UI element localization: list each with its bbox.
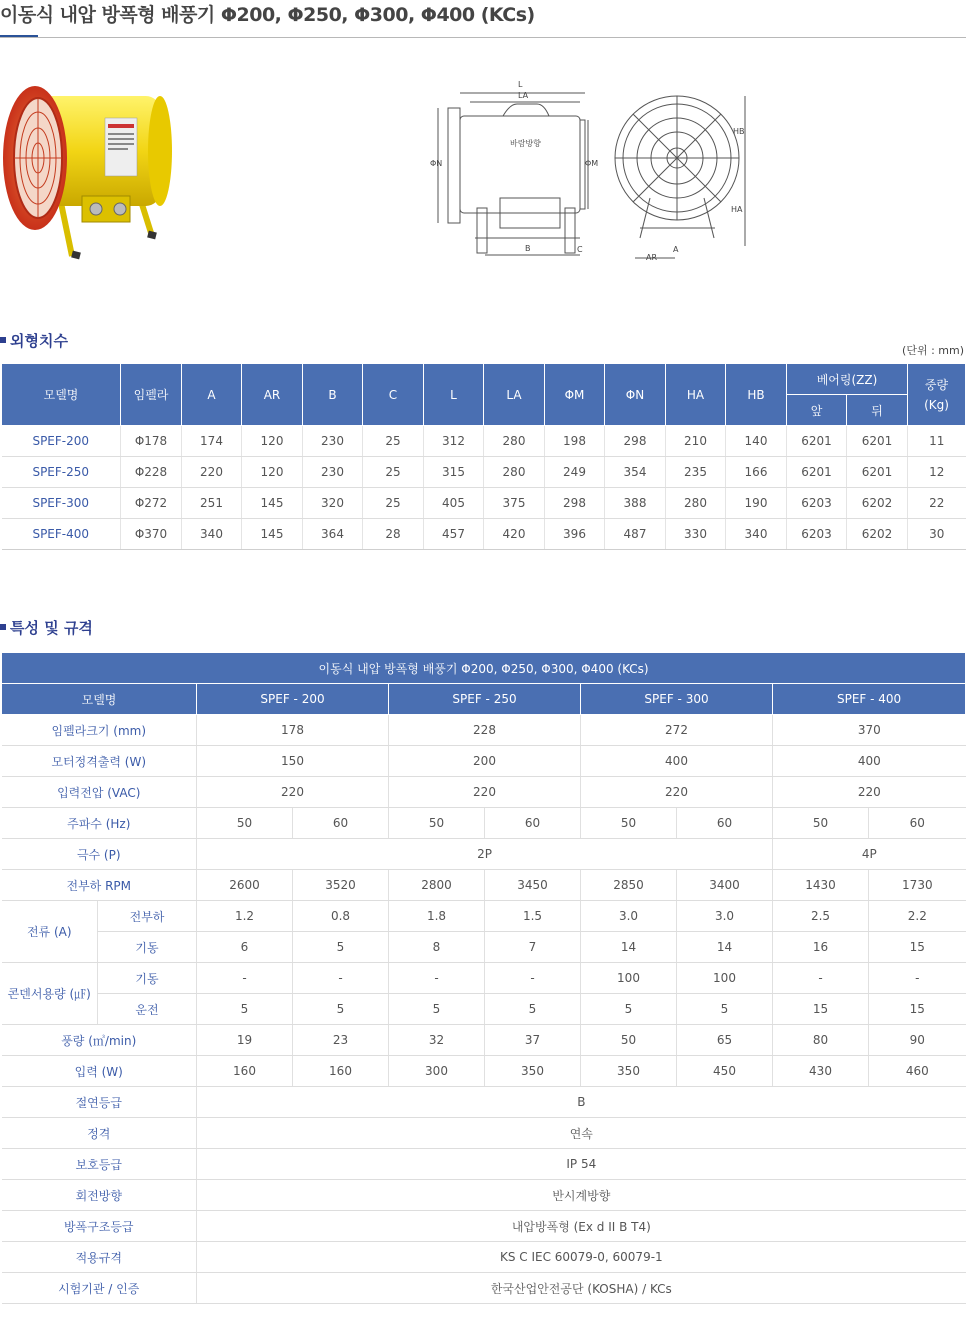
cell-m: 249 bbox=[545, 457, 605, 488]
specs-header-model-1: SPEF - 200 bbox=[197, 684, 389, 715]
spec-value: 300 bbox=[389, 1056, 485, 1087]
spec-value: 370 bbox=[773, 715, 966, 746]
spec-label-voltage: 입력전압 (VAC) bbox=[2, 777, 197, 808]
spec-label-motor: 모터정격출력 (W) bbox=[2, 746, 197, 777]
spec-value: 14 bbox=[677, 932, 773, 963]
cell-weight: 22 bbox=[908, 488, 966, 519]
spec-value: 5 bbox=[677, 994, 773, 1025]
dimension-drawing bbox=[425, 78, 755, 268]
cell-ha: 330 bbox=[666, 519, 726, 550]
spec-value: 160 bbox=[293, 1056, 389, 1087]
drawing-label-n: ΦN bbox=[430, 159, 443, 168]
spec-label-certification: 시험기관 / 인증 bbox=[2, 1273, 197, 1304]
drawing-label-ar: AR bbox=[646, 253, 658, 262]
spec-value: 2800 bbox=[389, 870, 485, 901]
spec-value: 0.8 bbox=[293, 901, 389, 932]
spec-sublabel-start: 기동 bbox=[98, 963, 197, 994]
cell-ar: 145 bbox=[242, 488, 303, 519]
cell-ar: 145 bbox=[242, 519, 303, 550]
page-title: 이동식 내압 방폭형 배풍기 Φ200, Φ250, Φ300, Φ400 (KCs) bbox=[0, 4, 535, 26]
spec-sublabel-run: 운전 bbox=[98, 994, 197, 1025]
spec-value: 220 bbox=[389, 777, 581, 808]
cell-la: 280 bbox=[484, 457, 545, 488]
cell-impeller: Φ272 bbox=[121, 488, 182, 519]
spec-row-input bbox=[2, 1056, 966, 1087]
spec-value: 350 bbox=[485, 1056, 581, 1087]
spec-value: 460 bbox=[869, 1056, 966, 1087]
spec-row-rating bbox=[2, 1118, 966, 1149]
product-photo bbox=[0, 78, 175, 263]
cell-la: 280 bbox=[484, 426, 545, 457]
spec-value: 1.5 bbox=[485, 901, 581, 932]
cell-impeller: Φ178 bbox=[121, 426, 182, 457]
header-bearing-front: 앞 bbox=[787, 395, 847, 426]
spec-value: 178 bbox=[197, 715, 389, 746]
header-weight: 중량 (Kg) bbox=[908, 364, 966, 426]
unit-note: (단위 : mm) bbox=[902, 344, 964, 357]
cell-m: 298 bbox=[545, 488, 605, 519]
spec-value: 60 bbox=[293, 808, 389, 839]
cell-impeller: Φ228 bbox=[121, 457, 182, 488]
spec-value: 6 bbox=[197, 932, 293, 963]
drawing-label-la: LA bbox=[518, 91, 529, 100]
spec-label-airflow: 풍량 (㎥/min) bbox=[2, 1025, 197, 1056]
table-row bbox=[2, 457, 966, 488]
header-model: 모델명 bbox=[2, 364, 121, 426]
spec-value: 65 bbox=[677, 1025, 773, 1056]
spec-value: 37 bbox=[485, 1025, 581, 1056]
cell-la: 420 bbox=[484, 519, 545, 550]
spec-value: 160 bbox=[197, 1056, 293, 1087]
spec-row-frequency bbox=[2, 808, 966, 839]
spec-value: 60 bbox=[869, 808, 966, 839]
spec-value: 100 bbox=[581, 963, 677, 994]
spec-value: 200 bbox=[389, 746, 581, 777]
cell-ha: 280 bbox=[666, 488, 726, 519]
spec-value: 400 bbox=[581, 746, 773, 777]
cell-front: 6203 bbox=[787, 488, 847, 519]
cell-hb: 166 bbox=[726, 457, 787, 488]
spec-value: 50 bbox=[773, 808, 869, 839]
spec-value: 220 bbox=[197, 777, 389, 808]
specs-table-title: 이동식 내압 방폭형 배풍기 Φ200, Φ250, Φ300, Φ400 (KCs) bbox=[2, 653, 966, 684]
cell-model: SPEF-200 bbox=[2, 426, 121, 457]
spec-label-frequency: 주파수 (Hz) bbox=[2, 808, 197, 839]
spec-row-rotation bbox=[2, 1180, 966, 1211]
spec-row-standard bbox=[2, 1242, 966, 1273]
cell-ha: 210 bbox=[666, 426, 726, 457]
spec-value: 1.8 bbox=[389, 901, 485, 932]
spec-row-protection bbox=[2, 1149, 966, 1180]
spec-label-impeller: 임펠라크기 (mm) bbox=[2, 715, 197, 746]
header-hb: HB bbox=[726, 364, 787, 426]
spec-value: 50 bbox=[197, 808, 293, 839]
spec-sublabel-full: 전부하 bbox=[98, 901, 197, 932]
cell-hb: 340 bbox=[726, 519, 787, 550]
spec-value: 3450 bbox=[485, 870, 581, 901]
spec-value: 7 bbox=[485, 932, 581, 963]
spec-value: - bbox=[869, 963, 966, 994]
drawing-label-b: B bbox=[525, 244, 531, 253]
specs-header-model-3: SPEF - 300 bbox=[581, 684, 773, 715]
dimensions-heading: 외형치수 bbox=[0, 330, 68, 351]
cell-a: 174 bbox=[182, 426, 242, 457]
spec-label-explosion: 방폭구조등급 bbox=[2, 1211, 197, 1242]
spec-value: - bbox=[389, 963, 485, 994]
spec-value: 23 bbox=[293, 1025, 389, 1056]
spec-value: - bbox=[485, 963, 581, 994]
spec-value: 3.0 bbox=[581, 901, 677, 932]
spec-label-capacitor: 콘덴서용량 (㎌) bbox=[2, 963, 98, 1025]
title-divider bbox=[0, 37, 966, 38]
table-row bbox=[2, 519, 966, 550]
cell-la: 375 bbox=[484, 488, 545, 519]
cell-weight: 11 bbox=[908, 426, 966, 457]
spec-label-insulation: 절연등급 bbox=[2, 1087, 197, 1118]
table-row bbox=[2, 426, 966, 457]
cell-hb: 140 bbox=[726, 426, 787, 457]
cell-b: 230 bbox=[303, 426, 363, 457]
spec-value: 15 bbox=[869, 994, 966, 1025]
spec-value: 2P bbox=[197, 839, 773, 870]
spec-value: 150 bbox=[197, 746, 389, 777]
spec-value: 연속 bbox=[197, 1118, 966, 1149]
spec-sublabel-start: 기동 bbox=[98, 932, 197, 963]
spec-row-motor bbox=[2, 746, 966, 777]
spec-value: 5 bbox=[485, 994, 581, 1025]
spec-value: 2.5 bbox=[773, 901, 869, 932]
spec-value: 2850 bbox=[581, 870, 677, 901]
spec-value: B bbox=[197, 1087, 966, 1118]
cell-c: 28 bbox=[363, 519, 424, 550]
spec-label-poles: 극수 (P) bbox=[2, 839, 197, 870]
spec-value: 3.0 bbox=[677, 901, 773, 932]
spec-label-standard: 적용규격 bbox=[2, 1242, 197, 1273]
cell-n: 354 bbox=[605, 457, 666, 488]
spec-row-impeller bbox=[2, 715, 966, 746]
dimensions-table bbox=[1, 363, 966, 550]
spec-value: 50 bbox=[581, 808, 677, 839]
cell-n: 487 bbox=[605, 519, 666, 550]
spec-row-insulation bbox=[2, 1087, 966, 1118]
spec-value: 80 bbox=[773, 1025, 869, 1056]
cell-weight: 12 bbox=[908, 457, 966, 488]
spec-value: 8 bbox=[389, 932, 485, 963]
spec-value: 350 bbox=[581, 1056, 677, 1087]
drawing-label-l: L bbox=[518, 80, 523, 89]
bullet-square-icon bbox=[0, 624, 6, 630]
spec-value: 50 bbox=[389, 808, 485, 839]
cell-model: SPEF-250 bbox=[2, 457, 121, 488]
spec-label-rotation: 회전방향 bbox=[2, 1180, 197, 1211]
cell-a: 251 bbox=[182, 488, 242, 519]
spec-value: 272 bbox=[581, 715, 773, 746]
drawing-label-c: C bbox=[577, 245, 583, 254]
spec-value: 내압방폭형 (Ex d II B T4) bbox=[197, 1211, 966, 1242]
header-ha: HA bbox=[666, 364, 726, 426]
cell-c: 25 bbox=[363, 426, 424, 457]
header-l: L bbox=[424, 364, 484, 426]
spec-value: 5 bbox=[293, 994, 389, 1025]
spec-row-voltage bbox=[2, 777, 966, 808]
cell-ar: 120 bbox=[242, 457, 303, 488]
spec-value: 100 bbox=[677, 963, 773, 994]
spec-row-capacitor-run bbox=[2, 994, 966, 1025]
header-b: B bbox=[303, 364, 363, 426]
spec-label-rpm: 전부하 RPM bbox=[2, 870, 197, 901]
cell-rear: 6201 bbox=[847, 426, 908, 457]
cell-b: 320 bbox=[303, 488, 363, 519]
spec-value: 220 bbox=[773, 777, 966, 808]
bullet-square-icon bbox=[0, 337, 6, 343]
cell-a: 220 bbox=[182, 457, 242, 488]
cell-front: 6201 bbox=[787, 457, 847, 488]
spec-value: 5 bbox=[581, 994, 677, 1025]
cell-ha: 235 bbox=[666, 457, 726, 488]
spec-value: 1.2 bbox=[197, 901, 293, 932]
drawing-label-m: ΦM bbox=[585, 159, 599, 168]
spec-value: 한국산업안전공단 (KOSHA) / KCs bbox=[197, 1273, 966, 1304]
spec-value: KS C IEC 60079-0, 60079-1 bbox=[197, 1242, 966, 1273]
header-m: ΦM bbox=[545, 364, 605, 426]
spec-value: 60 bbox=[485, 808, 581, 839]
cell-front: 6203 bbox=[787, 519, 847, 550]
cell-l: 457 bbox=[424, 519, 484, 550]
drawing-label-a: A bbox=[673, 245, 679, 254]
header-ar: AR bbox=[242, 364, 303, 426]
cell-weight: 30 bbox=[908, 519, 966, 550]
cell-rear: 6201 bbox=[847, 457, 908, 488]
table-row bbox=[2, 488, 966, 519]
spec-value: 430 bbox=[773, 1056, 869, 1087]
header-la: LA bbox=[484, 364, 545, 426]
spec-value: 32 bbox=[389, 1025, 485, 1056]
spec-label-protection: 보호등급 bbox=[2, 1149, 197, 1180]
cell-l: 405 bbox=[424, 488, 484, 519]
drawing-label-hb: HB bbox=[733, 127, 745, 136]
spec-value: 14 bbox=[581, 932, 677, 963]
cell-c: 25 bbox=[363, 457, 424, 488]
spec-value: 19 bbox=[197, 1025, 293, 1056]
spec-value: - bbox=[293, 963, 389, 994]
specs-table bbox=[1, 652, 966, 1304]
cell-l: 312 bbox=[424, 426, 484, 457]
spec-value: 228 bbox=[389, 715, 581, 746]
spec-value: 90 bbox=[869, 1025, 966, 1056]
header-c: C bbox=[363, 364, 424, 426]
cell-b: 230 bbox=[303, 457, 363, 488]
cell-c: 25 bbox=[363, 488, 424, 519]
header-bearing: 베어링(ZZ) bbox=[787, 364, 908, 395]
spec-value: 5 bbox=[293, 932, 389, 963]
specs-header-model-4: SPEF - 400 bbox=[773, 684, 966, 715]
spec-label-input: 입력 (W) bbox=[2, 1056, 197, 1087]
spec-value: 60 bbox=[677, 808, 773, 839]
spec-value: 15 bbox=[869, 932, 966, 963]
spec-value: 400 bbox=[773, 746, 966, 777]
spec-value: 3520 bbox=[293, 870, 389, 901]
cell-ar: 120 bbox=[242, 426, 303, 457]
spec-row-current-full bbox=[2, 901, 966, 932]
spec-value: 16 bbox=[773, 932, 869, 963]
spec-value: 15 bbox=[773, 994, 869, 1025]
cell-rear: 6202 bbox=[847, 519, 908, 550]
specs-heading: 특성 및 규격 bbox=[0, 617, 93, 638]
cell-n: 388 bbox=[605, 488, 666, 519]
header-bearing-rear: 뒤 bbox=[847, 395, 908, 426]
spec-value: 4P bbox=[773, 839, 966, 870]
cell-b: 364 bbox=[303, 519, 363, 550]
cell-rear: 6202 bbox=[847, 488, 908, 519]
spec-row-airflow bbox=[2, 1025, 966, 1056]
spec-row-explosion bbox=[2, 1211, 966, 1242]
specs-header-model-2: SPEF - 250 bbox=[389, 684, 581, 715]
spec-value: 50 bbox=[581, 1025, 677, 1056]
spec-value: IP 54 bbox=[197, 1149, 966, 1180]
spec-value: 5 bbox=[389, 994, 485, 1025]
cell-model: SPEF-300 bbox=[2, 488, 121, 519]
header-impeller: 임펠라 bbox=[121, 364, 182, 426]
spec-row-certification bbox=[2, 1273, 966, 1304]
spec-row-poles bbox=[2, 839, 966, 870]
spec-value: 반시계방향 bbox=[197, 1180, 966, 1211]
cell-m: 198 bbox=[545, 426, 605, 457]
specs-header-model: 모델명 bbox=[2, 684, 197, 715]
spec-value: 3400 bbox=[677, 870, 773, 901]
cell-a: 340 bbox=[182, 519, 242, 550]
header-n: ΦN bbox=[605, 364, 666, 426]
spec-value: 2.2 bbox=[869, 901, 966, 932]
header-a: A bbox=[182, 364, 242, 426]
spec-value: - bbox=[197, 963, 293, 994]
spec-value: 220 bbox=[581, 777, 773, 808]
spec-value: 2600 bbox=[197, 870, 293, 901]
spec-value: - bbox=[773, 963, 869, 994]
cell-l: 315 bbox=[424, 457, 484, 488]
cell-front: 6201 bbox=[787, 426, 847, 457]
cell-impeller: Φ370 bbox=[121, 519, 182, 550]
cell-hb: 190 bbox=[726, 488, 787, 519]
spec-value: 1430 bbox=[773, 870, 869, 901]
cell-m: 396 bbox=[545, 519, 605, 550]
spec-value: 450 bbox=[677, 1056, 773, 1087]
spec-row-capacitor-start bbox=[2, 963, 966, 994]
spec-row-rpm bbox=[2, 870, 966, 901]
spec-label-current: 전류 (A) bbox=[2, 901, 98, 963]
cell-model: SPEF-400 bbox=[2, 519, 121, 550]
spec-value: 1730 bbox=[869, 870, 966, 901]
spec-value: 5 bbox=[197, 994, 293, 1025]
cell-n: 298 bbox=[605, 426, 666, 457]
drawing-label-ha: HA bbox=[731, 205, 743, 214]
spec-label-rating: 정격 bbox=[2, 1118, 197, 1149]
drawing-label-airflow: 바람방향 bbox=[510, 139, 541, 148]
spec-row-current-start bbox=[2, 932, 966, 963]
